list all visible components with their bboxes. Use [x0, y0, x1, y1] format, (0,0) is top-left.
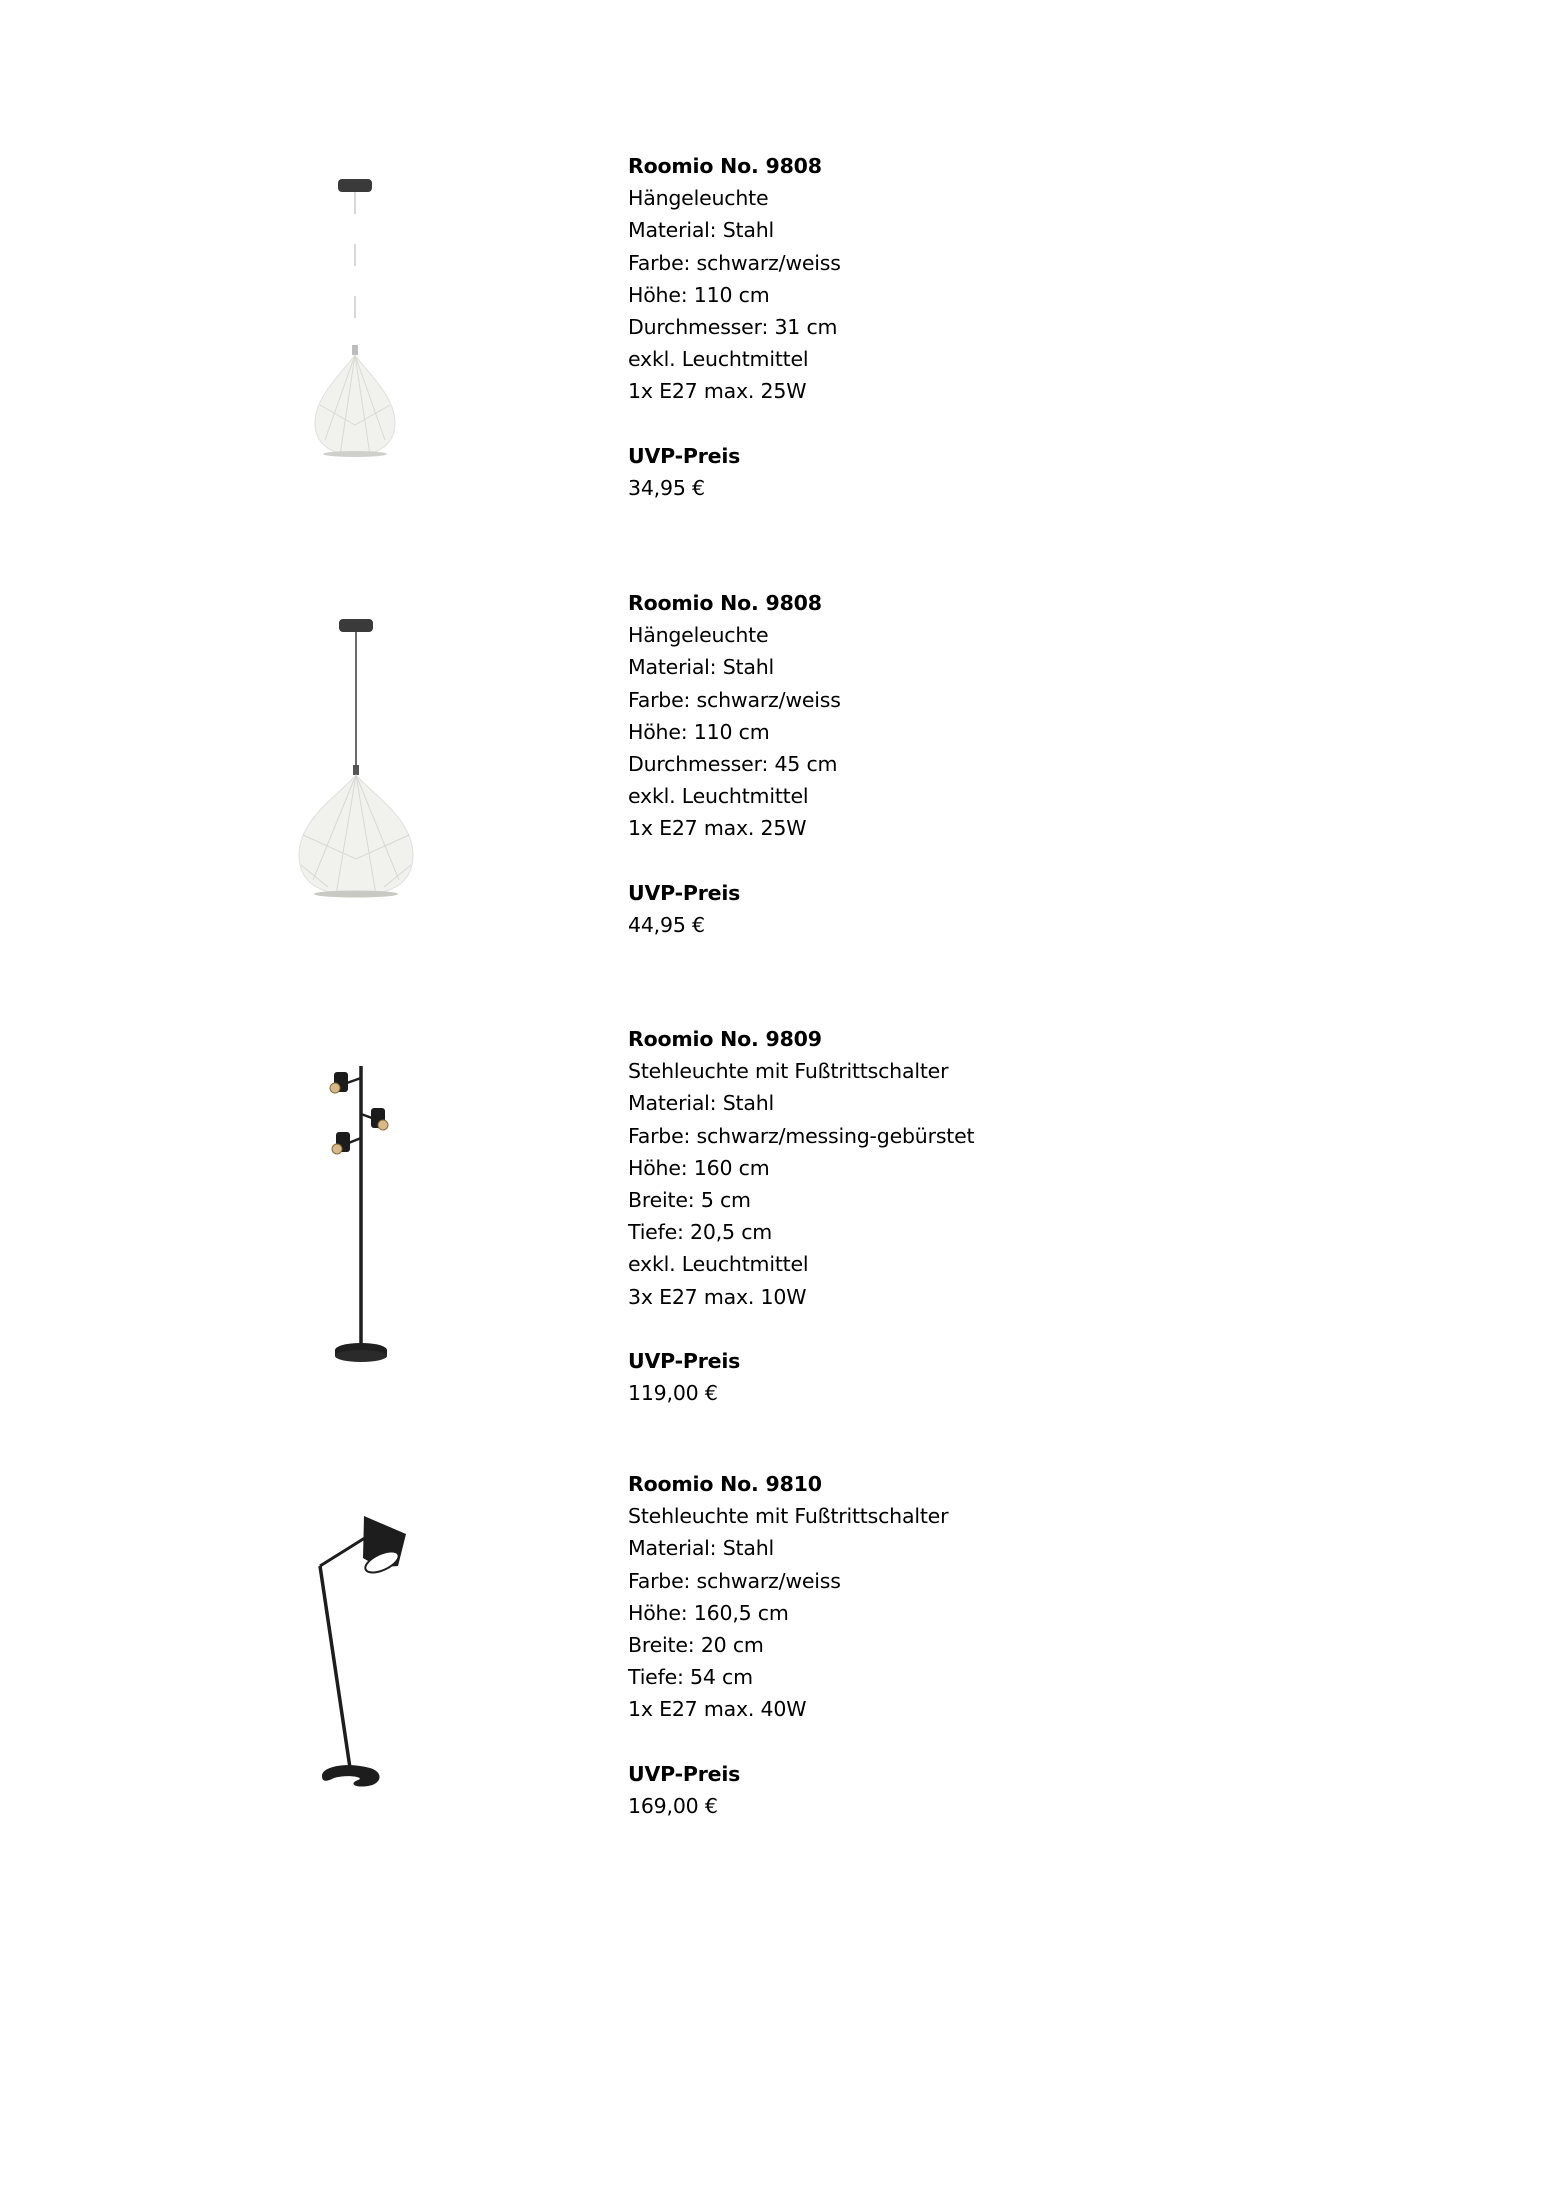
price-value: 44,95 € [628, 912, 705, 937]
product-material: Material: Stahl [628, 655, 775, 680]
price-value: 119,00 € [628, 1381, 718, 1406]
product-width: Breite: 20 cm [628, 1632, 764, 1657]
floor-lamp-arc-icon [308, 1506, 418, 1806]
product-color: Farbe: schwarz/messing-gebürstet [628, 1123, 975, 1148]
product-depth: Tiefe: 54 cm [628, 1665, 753, 1690]
product-height: Höhe: 160,5 cm [628, 1600, 789, 1625]
price-value: 169,00 € [628, 1793, 718, 1818]
product-socket: 1x E27 max. 25W [628, 379, 807, 404]
product-height: Höhe: 110 cm [628, 282, 770, 307]
product-material: Material: Stahl [628, 218, 775, 243]
product-bulb-note: exkl. Leuchtmittel [628, 347, 809, 372]
product-color: Farbe: schwarz/weiss [628, 687, 841, 712]
product-title: Roomio No. 9808 [628, 591, 822, 615]
product-material: Material: Stahl [628, 1091, 775, 1116]
product-depth: Tiefe: 20,5 cm [628, 1220, 773, 1245]
product-type: Stehleuchte mit Fußtrittschalter [628, 1504, 949, 1529]
pendant-lamp-small-icon [300, 175, 410, 460]
product-type: Stehleuchte mit Fußtrittschalter [628, 1059, 949, 1084]
product-diameter: Durchmesser: 45 cm [628, 751, 838, 776]
pendant-lamp-large-icon [288, 615, 424, 905]
product-color: Farbe: schwarz/weiss [628, 250, 841, 275]
product-color: Farbe: schwarz/weiss [628, 1568, 841, 1593]
price-label: UVP-Preis [628, 1348, 741, 1373]
product-socket: 1x E27 max. 40W [628, 1697, 807, 1722]
product-title: Roomio No. 9810 [628, 1472, 822, 1496]
price-label: UVP-Preis [628, 1761, 741, 1786]
product-height: Höhe: 110 cm [628, 719, 770, 744]
product-diameter: Durchmesser: 31 cm [628, 314, 838, 339]
price-value: 34,95 € [628, 475, 705, 500]
product-title: Roomio No. 9808 [628, 154, 822, 178]
price-label: UVP-Preis [628, 880, 741, 905]
product-width: Breite: 5 cm [628, 1187, 751, 1212]
product-type: Hängeleuchte [628, 623, 769, 648]
product-socket: 1x E27 max. 25W [628, 816, 807, 841]
product-type: Hängeleuchte [628, 186, 769, 211]
product-height: Höhe: 160 cm [628, 1155, 770, 1180]
product-material: Material: Stahl [628, 1536, 775, 1561]
product-bulb-note: exkl. Leuchtmittel [628, 784, 809, 809]
product-bulb-note: exkl. Leuchtmittel [628, 1252, 809, 1277]
product-socket: 3x E27 max. 10W [628, 1284, 807, 1309]
product-title: Roomio No. 9809 [628, 1027, 822, 1051]
price-label: UVP-Preis [628, 443, 741, 468]
floor-lamp-three-spots-icon [320, 1058, 395, 1363]
